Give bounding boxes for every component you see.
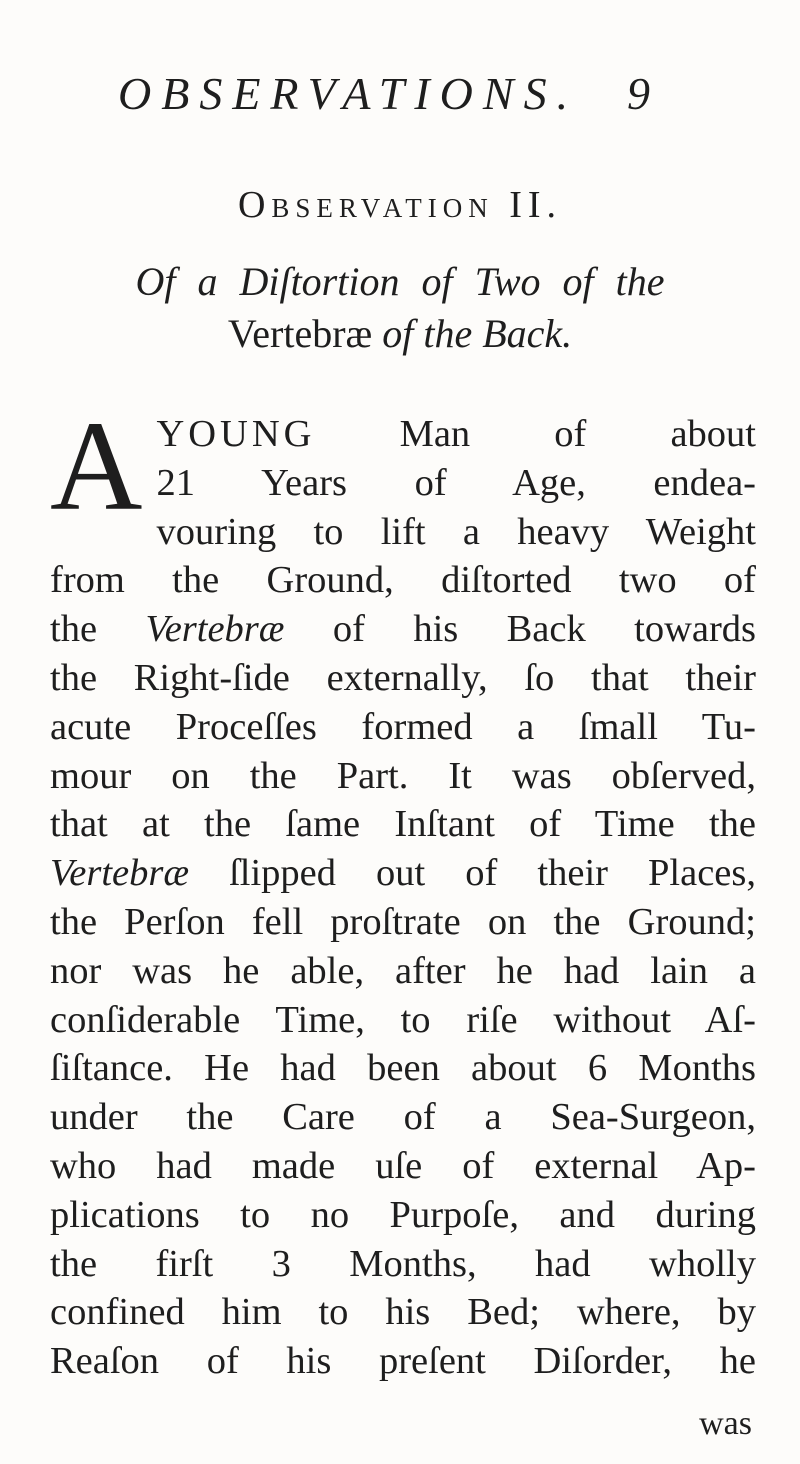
- body-line: nor was he able, after he had lain a: [50, 949, 756, 992]
- body-line: ſiſtance. He had been about 6 Months: [50, 1047, 756, 1090]
- body-line-italic-vertebrae: Vertebræ: [145, 608, 285, 651]
- body-line: acute Proceſſes formed a ſmall Tu-: [50, 705, 756, 748]
- body-line: the firſt 3 Months, had wholly: [50, 1242, 756, 1285]
- running-head: [110, 64, 650, 124]
- body-line: from the Ground, diſtorted two of: [50, 559, 756, 602]
- body-line: confined him to his Bed; where, by: [50, 1291, 756, 1334]
- body-line: [50, 849, 756, 898]
- body-line: that at the ſame Inſtant of Time the: [50, 803, 756, 846]
- body-line: [50, 410, 756, 459]
- section-heading-word: Observation: [237, 184, 494, 226]
- body-line: 21 Years of Age, endea-: [156, 461, 756, 504]
- body-line-post: ſlipped out of their Places,: [229, 852, 756, 895]
- body-line: conſiderable Time, to riſe without Aſ-: [50, 998, 756, 1041]
- body-line-italic-vertebrae: Vertebræ: [50, 852, 190, 895]
- subtitle-of-the-back: of the Back.: [382, 311, 573, 356]
- body-line: Reaſon of his preſent Diſorder, he: [50, 1340, 756, 1383]
- body-line: the Right-ſide externally, ſo that their: [50, 656, 756, 699]
- body-line-post: of his Back towards: [332, 608, 757, 651]
- subtitle-line-1: Of a Diſtortion of Two of the: [135, 259, 665, 304]
- body-line: the Perſon fell proſtrate on the Ground;: [50, 900, 756, 943]
- body-line-pre: the: [50, 608, 98, 651]
- body-line: plications to no Purpoſe, and during: [50, 1193, 756, 1236]
- body-line: who had made uſe of external Ap-: [50, 1144, 756, 1187]
- page-number: 9: [627, 68, 650, 119]
- body-line: under the Care of a Sea-Surgeon,: [50, 1096, 756, 1139]
- body-line: mour on the Part. It was obſerved,: [50, 754, 756, 797]
- body-line-caps: YOUNG: [156, 413, 316, 455]
- drop-cap: A: [50, 395, 143, 537]
- catchword: was: [699, 1405, 752, 1442]
- body-line: vouring to lift a heavy Weight: [156, 510, 756, 553]
- section-heading-numeral: II.: [509, 184, 563, 226]
- section-subtitle: [0, 256, 800, 360]
- body-line: [50, 605, 756, 654]
- running-title: OBSERVATIONS.: [118, 68, 579, 119]
- body-text: [50, 395, 757, 1386]
- section-heading: [0, 180, 800, 230]
- body-line-rest: Man of about: [399, 413, 756, 455]
- subtitle-line-2: [0, 308, 800, 360]
- subtitle-vertebrae: Vertebræ: [227, 311, 373, 356]
